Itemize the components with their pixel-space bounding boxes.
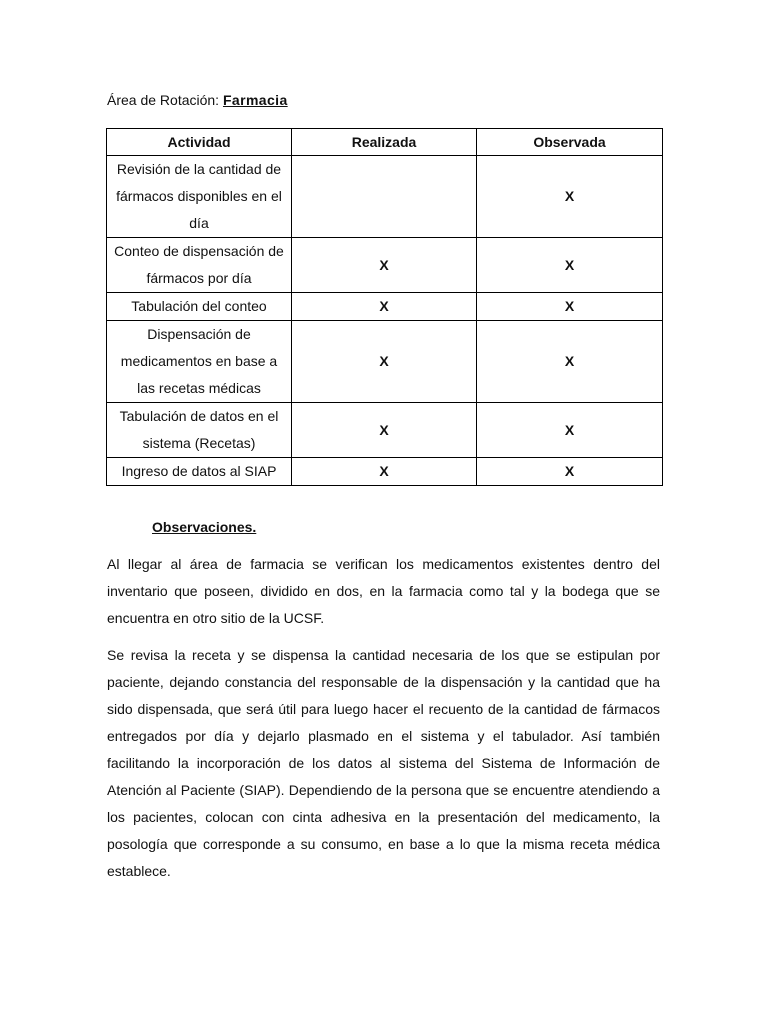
observada-cell: X (477, 458, 663, 486)
realizada-cell (292, 156, 477, 238)
header-actividad: Actividad (107, 129, 292, 156)
observada-cell: X (477, 238, 663, 293)
realizada-cell: X (292, 238, 477, 293)
observations-paragraph-1: Al llegar al área de farmacia se verifican los medicamentos existentes dentro del inventario que poseen, dividido en dos, en la farmacia como tal y la bodega que se encuentra en otro sitio de la UCSF. (107, 556, 660, 626)
activity-cell: Ingreso de datos al SIAP (107, 458, 292, 486)
activity-cell: Dispensación de medicamentos en base a las recetas médicas (107, 321, 292, 403)
table-row (107, 293, 663, 321)
rotation-area-label: Área de Rotación: (107, 92, 223, 108)
activity-cell: Tabulación del conteo (107, 293, 292, 321)
realizada-cell: X (292, 293, 477, 321)
observada-cell: X (477, 293, 663, 321)
rotation-area-line (107, 91, 288, 109)
realizada-cell: X (292, 403, 477, 458)
header-realizada: Realizada (292, 129, 477, 156)
header-observada: Observada (477, 129, 663, 156)
observada-cell: X (477, 156, 663, 238)
table-row (107, 156, 663, 238)
table-row (107, 238, 663, 293)
table-row (107, 321, 663, 403)
activities-table (106, 128, 663, 486)
observada-cell: X (477, 403, 663, 458)
observada-cell: X (477, 321, 663, 403)
table-header-row (107, 129, 663, 156)
rotation-area-value: Farmacia (222, 92, 288, 108)
observations-paragraph-2: Se revisa la receta y se dispensa la cantidad necesaria de los que se estipulan por paciente, dejando constancia del responsable de la dispensación y la cantidad que ha sido dispensada, que será útil para luego hacer el recuento de la cantidad de fármacos entregados por día y dejarlo plasmado en el sistema y el tabulador. Así también facilitando la incorporación de los datos al sistema del Sistema de Información de Atención al Paciente (SIAP). Dependiendo de la persona que se encuentre atendiendo a los pacientes, colocan con cinta adhesiva en la presentación del medicamento, la posología que corresponde a su consumo, en base a lo que la misma receta médica establece. (107, 647, 660, 879)
activity-cell: Tabulación de datos en el sistema (Recetas) (107, 403, 292, 458)
table-row (107, 403, 663, 458)
realizada-cell: X (292, 458, 477, 486)
table-row (107, 458, 663, 486)
activity-cell: Conteo de dispensación de fármacos por día (107, 238, 292, 293)
realizada-cell: X (292, 321, 477, 403)
observations-title: Observaciones. (152, 519, 257, 535)
activity-cell: Revisión de la cantidad de fármacos disponibles en el día (107, 156, 292, 238)
